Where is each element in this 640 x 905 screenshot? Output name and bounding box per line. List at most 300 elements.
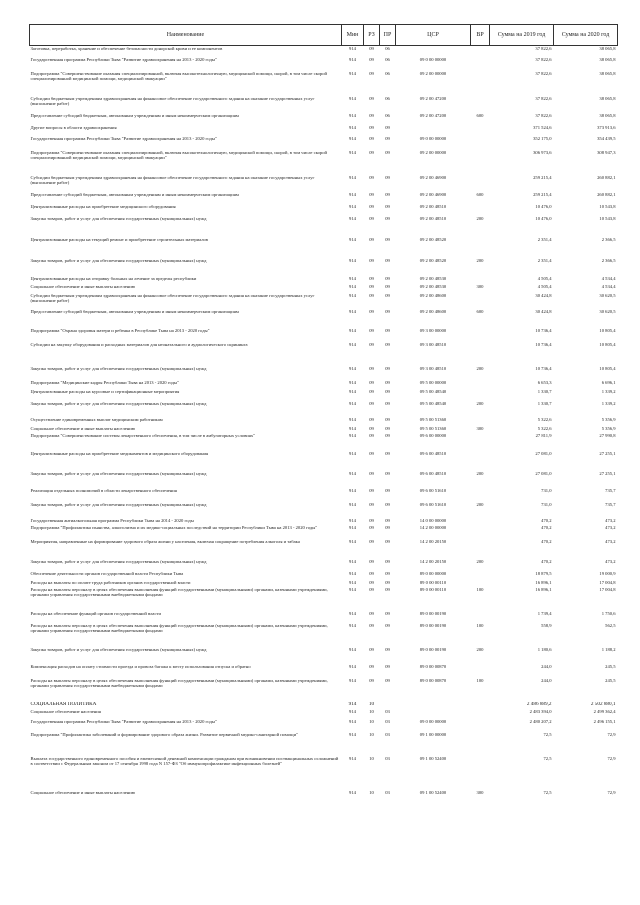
cell-sum-2020: 4 534,4 [601, 275, 616, 281]
cell-sum-2019: 18 879,5 [535, 570, 552, 576]
cell-name: Подпрограмма "Совершенствование оказания специализированной, включая высокотехнологичную, медицинской помощи, скорой, в том числе скорой специализированной медицинской помощи, медицинской эвакуации" [30, 70, 327, 81]
header-pr: ПР [380, 25, 396, 46]
cell-sum-2019: 1 330,7 [537, 388, 552, 394]
cell-sum-2019: 4 505,4 [537, 283, 552, 289]
cell-sum-2020: 27 255,1 [599, 450, 616, 456]
cell-sum-2020: 27 990,8 [599, 432, 616, 438]
cell-vr [471, 328, 490, 342]
cell-rz: 09 [369, 257, 374, 263]
cell-min: 914 [349, 124, 356, 130]
cell-sum-2020: 30 620,5 [599, 292, 616, 298]
cell-sum-2019: 37 822,6 [535, 46, 552, 51]
cell-csr: 89 0 00 00110 [419, 586, 447, 592]
table-row [30, 451, 618, 471]
table-row [30, 46, 618, 57]
cell-min: 914 [349, 416, 356, 422]
cell-rz: 09 [369, 677, 374, 683]
cell-sum-2020: 473,2 [605, 558, 616, 564]
cell-vr: 300 [476, 283, 484, 289]
cell-min: 914 [349, 622, 356, 628]
cell-sum-2020: 2 366,5 [601, 236, 616, 242]
cell-rz: 09 [369, 203, 374, 209]
cell-pr: 09 [385, 365, 390, 371]
cell-vr [471, 433, 490, 451]
cell-sum-2020: 6 696,1 [601, 379, 616, 385]
cell-min: 914 [349, 191, 356, 197]
cell-csr: 14 0 00 00000 [419, 517, 447, 523]
cell-sum-2019: 37 822,6 [535, 70, 552, 76]
cell-sum-2020: 260 882,1 [597, 191, 616, 197]
cell-csr: 09 2 00 48520 [419, 257, 447, 263]
cell-csr: 09 0 00 00000 [419, 56, 447, 62]
cell-csr: 09 3 00 00000 [419, 327, 447, 333]
cell-vr [471, 293, 490, 309]
cell-vr: 600 [476, 308, 484, 314]
table-row [30, 732, 618, 756]
cell-min: 914 [349, 432, 356, 438]
cell-sum-2019: 371 524,6 [533, 124, 552, 130]
cell-csr: 09 2 00 48520 [419, 236, 447, 242]
cell-rz: 09 [369, 149, 374, 155]
cell-rz: 09 [369, 70, 374, 76]
cell-pr: 09 [385, 538, 390, 544]
table-row [30, 525, 618, 539]
cell-sum-2019: 470,2 [541, 558, 552, 564]
cell-name: Расходы на выплаты по оплате труда работников органов государственной власти [30, 579, 191, 585]
header-name: Наименование [30, 25, 342, 46]
cell-name: Расходы на обеспечение функций органов государственной власти [30, 610, 161, 616]
cell-csr: 09 2 00 46900 [419, 174, 447, 180]
table-row [30, 71, 618, 96]
cell-sum-2020: 38 065,8 [599, 46, 616, 51]
cell-min: 914 [349, 112, 356, 118]
cell-csr [396, 709, 471, 719]
cell-vr [471, 580, 490, 587]
cell-name: Централизованные расходы на текущий ремонт и приобретение строительных материалов [30, 236, 208, 242]
cell-name: Централизованные расходы на курсовые и сертификационные мероприятия [30, 388, 180, 394]
cell-pr: 09 [385, 501, 390, 507]
cell-pr: 06 [385, 112, 390, 118]
cell-min: 914 [349, 135, 356, 141]
cell-name: Предоставление субсидий бюджетным, автономным учреждениям и иным некоммерческим организациям [30, 191, 239, 197]
cell-csr: 09 2 00 46900 [419, 191, 447, 197]
cell-csr: 09 6 00 51610 [419, 501, 447, 507]
cell-sum-2020: 2 502 880,1 [590, 701, 616, 707]
cell-vr [471, 756, 490, 790]
cell-rz: 09 [369, 95, 374, 101]
cell-pr: 06 [385, 95, 390, 101]
cell-pr: 09 [385, 586, 390, 592]
table-row [30, 380, 618, 389]
cell-name: Государственная программа Республики Тыва "Развитие здравоохранения на 2013 - 2020 годы" [30, 56, 217, 62]
cell-pr: 09 [385, 432, 390, 438]
table-row [30, 309, 618, 328]
cell-pr: 09 [385, 622, 390, 628]
cell-rz: 09 [369, 425, 374, 431]
cell-pr: 09 [385, 570, 390, 576]
cell-rz: 09 [369, 570, 374, 576]
table-row [30, 113, 618, 125]
cell-vr [471, 525, 490, 539]
cell-rz: 09 [369, 365, 374, 371]
cell-vr [471, 709, 490, 719]
cell-csr [396, 46, 471, 57]
cell-rz: 09 [369, 450, 374, 456]
cell-name: Субсидии бюджетным учреждениям здравоохранения на финансовое обеспечение государственного задания на оказание государственных услуг (выполнение работ) [30, 174, 315, 185]
cell-name: Выплата государственного единовременного пособия и ежемесячной денежной компенсации гражданам при возникновении поствакцинальных осложнений в соответствии с Федеральным законом от 17 сентября 1998 года N 157-ФЗ "Об иммунопрофилактике инфекционных болезней" [30, 755, 339, 766]
cell-pr: 09 [385, 236, 390, 242]
cell-sum-2020: 1 339,2 [601, 388, 616, 394]
cell-min: 914 [349, 425, 356, 431]
cell-min: 914 [349, 365, 356, 371]
cell-min: 914 [349, 646, 356, 652]
cell-sum-2020: 17 004,8 [599, 586, 616, 592]
cell-pr: 09 [385, 524, 390, 530]
cell-name: Государственная программа Республики Тыва "Развитие здравоохранения на 2013 - 2020 годы" [30, 718, 217, 724]
cell-sum-2019: 731,0 [541, 487, 552, 493]
cell-pr: 09 [385, 450, 390, 456]
cell-pr: 09 [385, 677, 390, 683]
table-row [30, 709, 618, 719]
cell-name: Подпрограмма "Совершенствование оказания специализированной, включая высокотехнологичную, медицинской помощи, скорой, в том числе скорой специализированной медицинской помощи, медицинской эвакуации" [30, 149, 327, 160]
cell-pr: 09 [385, 275, 390, 281]
cell-pr: 09 [385, 646, 390, 652]
cell-min: 914 [349, 95, 356, 101]
cell-rz: 09 [369, 558, 374, 564]
cell-pr: 09 [385, 135, 390, 141]
cell-vr [471, 664, 490, 678]
cell-sum-2020: 19 000,9 [599, 570, 616, 576]
cell-vr [471, 71, 490, 96]
table-row [30, 276, 618, 284]
cell-min: 914 [349, 308, 356, 314]
cell-name: Подпрограмма "Охрана здоровья матери и ребенка в Республике Тыва на 2013 - 2020 годы" [30, 327, 210, 333]
cell-name: Закупка товаров, работ и услуг для обеспечения государственных (муниципальных) нужд [30, 215, 207, 221]
table-row [30, 342, 618, 366]
cell-sum-2020: 10 805,4 [599, 327, 616, 333]
cell-csr: 09 3 00 48510 [419, 341, 447, 347]
cell-vr: 100 [476, 677, 484, 683]
cell-min: 914 [349, 789, 356, 795]
table-row [30, 587, 618, 611]
cell-pr: 09 [385, 470, 390, 476]
table-row [30, 125, 618, 136]
cell-sum-2019: 16 896,1 [535, 586, 552, 592]
cell-vr [471, 719, 490, 732]
cell-vr: 600 [476, 191, 484, 197]
table-row [30, 518, 618, 525]
cell-csr: 89 0 00 00110 [419, 579, 447, 585]
cell-rz: 09 [369, 327, 374, 333]
cell-rz: 10 [369, 731, 374, 737]
cell-sum-2020: 27 255,1 [599, 470, 616, 476]
cell-rz: 09 [369, 388, 374, 394]
cell-vr [471, 136, 490, 150]
cell-min: 914 [349, 708, 356, 714]
cell-rz: 09 [369, 283, 374, 289]
cell-pr: 09 [385, 379, 390, 385]
cell-pr: 09 [385, 174, 390, 180]
cell-pr: 09 [385, 124, 390, 130]
cell-min: 914 [349, 400, 356, 406]
cell-sum-2019: 10 476,0 [535, 203, 552, 209]
cell-csr: 89 0 00 00870 [419, 677, 447, 683]
cell-pr: 09 [385, 416, 390, 422]
cell-csr: 09 3 00 48510 [419, 365, 447, 371]
table-header-row [30, 25, 618, 46]
cell-pr: 09 [385, 388, 390, 394]
table-row [30, 328, 618, 342]
cell-vr: 200 [476, 646, 484, 652]
cell-rz: 09 [369, 236, 374, 242]
cell-sum-2019: 10 476,0 [535, 215, 552, 221]
cell-name: Подпрограмма "Совершенствование системы лекарственного обеспечения, в том числе в амбулаторных условиях" [30, 432, 255, 438]
cell-rz: 09 [369, 622, 374, 628]
cell-min: 914 [349, 56, 356, 62]
cell-pr: 03 [385, 718, 390, 724]
cell-sum-2020: 2 366,5 [601, 257, 616, 263]
cell-sum-2019: 10 736,4 [535, 365, 552, 371]
cell-pr: 03 [385, 708, 390, 714]
cell-vr [471, 175, 490, 192]
cell-vr: 300 [476, 425, 484, 431]
cell-min: 914 [349, 215, 356, 221]
cell-sum-2019: 2 486 889,2 [526, 701, 552, 707]
cell-rz: 09 [369, 112, 374, 118]
cell-csr: 09 6 00 48510 [419, 450, 447, 456]
cell-csr: 09 1 00 52400 [419, 755, 447, 761]
cell-sum-2019: 1 739,4 [537, 610, 552, 616]
cell-name: Мероприятия, направленные на формирование здорового образа жизни у населения, включая сокращение потребления алкоголя и табака [30, 538, 300, 544]
cell-rz: 09 [369, 432, 374, 438]
cell-rz: 09 [369, 135, 374, 141]
cell-min: 914 [349, 283, 356, 289]
cell-rz: 09 [369, 586, 374, 592]
cell-csr: 89 0 00 00000 [419, 570, 447, 576]
table-row [30, 571, 618, 580]
cell-csr: 09 2 00 48510 [419, 215, 447, 221]
cell-vr: 200 [476, 365, 484, 371]
cell-sum-2019: 306 973,6 [533, 149, 552, 155]
cell-rz: 09 [369, 341, 374, 347]
cell-sum-2020: 1 188,2 [601, 646, 616, 652]
table-row [30, 150, 618, 175]
cell-name: Субсидии на закупку оборудования и расходных материалов для неонатального и аудиологического скрининга [30, 341, 248, 347]
cell-sum-2020: 735,7 [605, 487, 616, 493]
cell-name: Подпрограмма "Профилактика пьянства, алкоголизма и их медико-социальных последствий на территории Республики Тыва на 2013 - 2020 годы" [30, 524, 318, 530]
cell-min: 914 [349, 586, 356, 592]
cell-sum-2020: 245,5 [605, 677, 616, 683]
cell-csr: 89 0 00 00190 [419, 610, 447, 616]
cell-rz: 09 [369, 56, 374, 62]
cell-pr [380, 702, 396, 709]
table-row [30, 790, 618, 800]
cell-min: 914 [349, 470, 356, 476]
cell-sum-2020: 473,2 [605, 538, 616, 544]
cell-sum-2019: 2 483 394,0 [529, 708, 552, 714]
cell-rz: 09 [369, 292, 374, 298]
cell-name: Закупка товаров, работ и услуг для обеспечения государственных (муниципальных) нужд [30, 470, 207, 476]
table-row [30, 389, 618, 401]
cell-name: Субсидии бюджетным учреждениям здравоохранения на финансовое обеспечение государственного задания на оказание государственных услуг (выполнение работ) [30, 95, 315, 106]
cell-csr: 09 5 00 51360 [419, 425, 447, 431]
cell-csr: 09 2 00 48530 [419, 283, 447, 289]
cell-pr: 09 [385, 327, 390, 333]
cell-csr: 89 0 00 00870 [419, 663, 447, 669]
cell-pr: 03 [385, 789, 390, 795]
cell-sum-2020: 308 947,3 [597, 149, 616, 155]
cell-sum-2019: 5 322,6 [537, 416, 552, 422]
cell-csr: 14 2 00 20150 [419, 558, 447, 564]
cell-sum-2020: 245,5 [605, 663, 616, 669]
cell-name: Подпрограмма "Медицинские кадры Республики Тыва на 2013 - 2020 годы" [30, 379, 179, 385]
cell-csr: 09 5 00 48540 [419, 400, 447, 406]
cell-sum-2019: 37 822,6 [535, 112, 552, 118]
cell-vr [471, 96, 490, 113]
cell-sum-2020: 38 065,8 [599, 70, 616, 76]
cell-name: Закупка товаров, работ и услуг для обеспечения государственных (муниципальных) нужд [30, 646, 207, 652]
cell-csr: 09 1 00 00000 [419, 731, 447, 737]
cell-csr [396, 125, 471, 136]
cell-pr: 03 [385, 755, 390, 761]
cell-min: 914 [349, 538, 356, 544]
cell-csr: 09 6 00 00000 [419, 432, 447, 438]
cell-min: 914 [349, 174, 356, 180]
cell-min: 914 [349, 517, 356, 523]
cell-rz: 09 [369, 124, 374, 130]
cell-pr: 09 [385, 191, 390, 197]
cell-rz: 09 [369, 579, 374, 585]
cell-sum-2020: 473,2 [605, 517, 616, 523]
cell-sum-2019: 259 215,4 [533, 174, 552, 180]
cell-min: 914 [349, 203, 356, 209]
cell-vr: 200 [476, 257, 484, 263]
cell-name: Реализация отдельных полномочий в области лекарственного обеспечения [30, 487, 177, 493]
cell-rz: 09 [369, 524, 374, 530]
cell-csr: 09 0 00 00000 [419, 718, 447, 724]
cell-rz: 09 [369, 663, 374, 669]
cell-min: 914 [349, 275, 356, 281]
cell-sum-2019: 259 215,4 [533, 191, 552, 197]
cell-pr: 09 [385, 487, 390, 493]
cell-vr: 600 [476, 112, 484, 118]
cell-sum-2019: 2 351,4 [537, 257, 552, 263]
cell-sum-2020: 1 750,6 [601, 610, 616, 616]
cell-name: Социальное обеспечение населения [30, 708, 101, 714]
cell-pr: 09 [385, 283, 390, 289]
cell-name: Закупка товаров, работ и услуг для обеспечения государственных (муниципальных) нужд [30, 365, 207, 371]
cell-min: 914 [349, 663, 356, 669]
cell-rz: 10 [369, 718, 374, 724]
cell-min: 914 [348, 701, 357, 707]
cell-sum-2020: 38 065,8 [599, 95, 616, 101]
cell-name: Централизованные расходы на приобретение медицинского оборудования [30, 203, 176, 209]
table-row [30, 471, 618, 488]
table-row [30, 192, 618, 204]
cell-csr: 14 2 00 20150 [419, 538, 447, 544]
cell-csr: 09 2 00 00000 [419, 70, 447, 76]
cell-vr: 200 [476, 470, 484, 476]
table-row [30, 284, 618, 293]
header-csr: ЦСР [396, 25, 471, 46]
cell-vr: 100 [476, 586, 484, 592]
cell-sum-2020: 30 620,5 [599, 308, 616, 314]
table-row [30, 678, 618, 702]
cell-pr: 09 [385, 663, 390, 669]
cell-name: Закупка товаров, работ и услуг для обеспечения государственных (муниципальных) нужд [30, 257, 207, 263]
cell-vr [471, 237, 490, 258]
cell-vr [471, 380, 490, 389]
table-row [30, 216, 618, 237]
cell-min: 914 [349, 327, 356, 333]
cell-sum-2019: 30 424,8 [535, 308, 552, 314]
cell-rz: 09 [369, 379, 374, 385]
cell-sum-2019: 27 811,9 [535, 432, 552, 438]
table-row [30, 204, 618, 216]
cell-rz: 10 [369, 789, 374, 795]
cell-csr: 14 2 00 00000 [419, 524, 447, 530]
cell-min: 914 [349, 450, 356, 456]
cell-rz: 09 [369, 191, 374, 197]
cell-sum-2019: 5 322,6 [537, 425, 552, 431]
cell-sum-2019: 30 424,8 [535, 292, 552, 298]
cell-sum-2019: 558,9 [541, 622, 552, 628]
cell-pr: 09 [385, 292, 390, 298]
cell-sum-2019: 6 653,3 [537, 379, 552, 385]
cell-name: Предоставление субсидий бюджетным, автономным учреждениям и иным некоммерческим организациям [30, 308, 239, 314]
cell-csr: 09 5 00 51360 [419, 416, 447, 422]
table-row [30, 401, 618, 417]
cell-name: Закупка товаров, работ и услуг для обеспечения государственных (муниципальных) нужд [30, 400, 207, 406]
cell-rz: 10 [369, 755, 374, 761]
cell-min: 914 [349, 610, 356, 616]
cell-sum-2020: 10 805,4 [599, 341, 616, 347]
table-row [30, 136, 618, 150]
cell-name: Подпрограмма "Профилактика заболеваний и формирование здорового образа жизни. Развитие первичной медико-санитарной помощи" [30, 731, 298, 737]
table-row [30, 664, 618, 678]
cell-sum-2020: 373 913,6 [597, 124, 616, 130]
cell-rz: 10 [368, 701, 375, 707]
cell-vr [471, 702, 490, 709]
table-row [30, 502, 618, 518]
cell-rz: 09 [369, 538, 374, 544]
table-row [30, 488, 618, 502]
cell-csr: 09 2 00 47200 [419, 95, 447, 101]
cell-csr: 89 0 00 00190 [419, 646, 447, 652]
cell-sum-2019: 4 505,4 [537, 275, 552, 281]
cell-csr: 09 6 00 48510 [419, 470, 447, 476]
cell-sum-2019: 16 896,1 [535, 579, 552, 585]
cell-csr: 09 2 00 48600 [419, 308, 447, 314]
cell-csr: 09 6 00 51610 [419, 487, 447, 493]
header-sum-2019: Сумма на 2019 год [490, 25, 554, 46]
cell-pr: 09 [385, 610, 390, 616]
cell-name: Другие вопросы в области здравоохранения [30, 124, 117, 130]
cell-min: 914 [349, 149, 356, 155]
table-row [30, 756, 618, 790]
cell-sum-2019: 37 822,6 [535, 56, 552, 62]
cell-csr: 09 2 00 48530 [419, 275, 447, 281]
cell-vr: 200 [476, 215, 484, 221]
table-row [30, 611, 618, 623]
cell-pr: 09 [385, 558, 390, 564]
header-min: Мин [342, 25, 364, 46]
cell-rz: 09 [369, 215, 374, 221]
cell-sum-2020: 260 882,1 [597, 174, 616, 180]
cell-vr [471, 342, 490, 366]
cell-name: Закупка товаров, работ и услуг для обеспечения государственных (муниципальных) нужд [30, 558, 207, 564]
cell-min: 914 [349, 388, 356, 394]
